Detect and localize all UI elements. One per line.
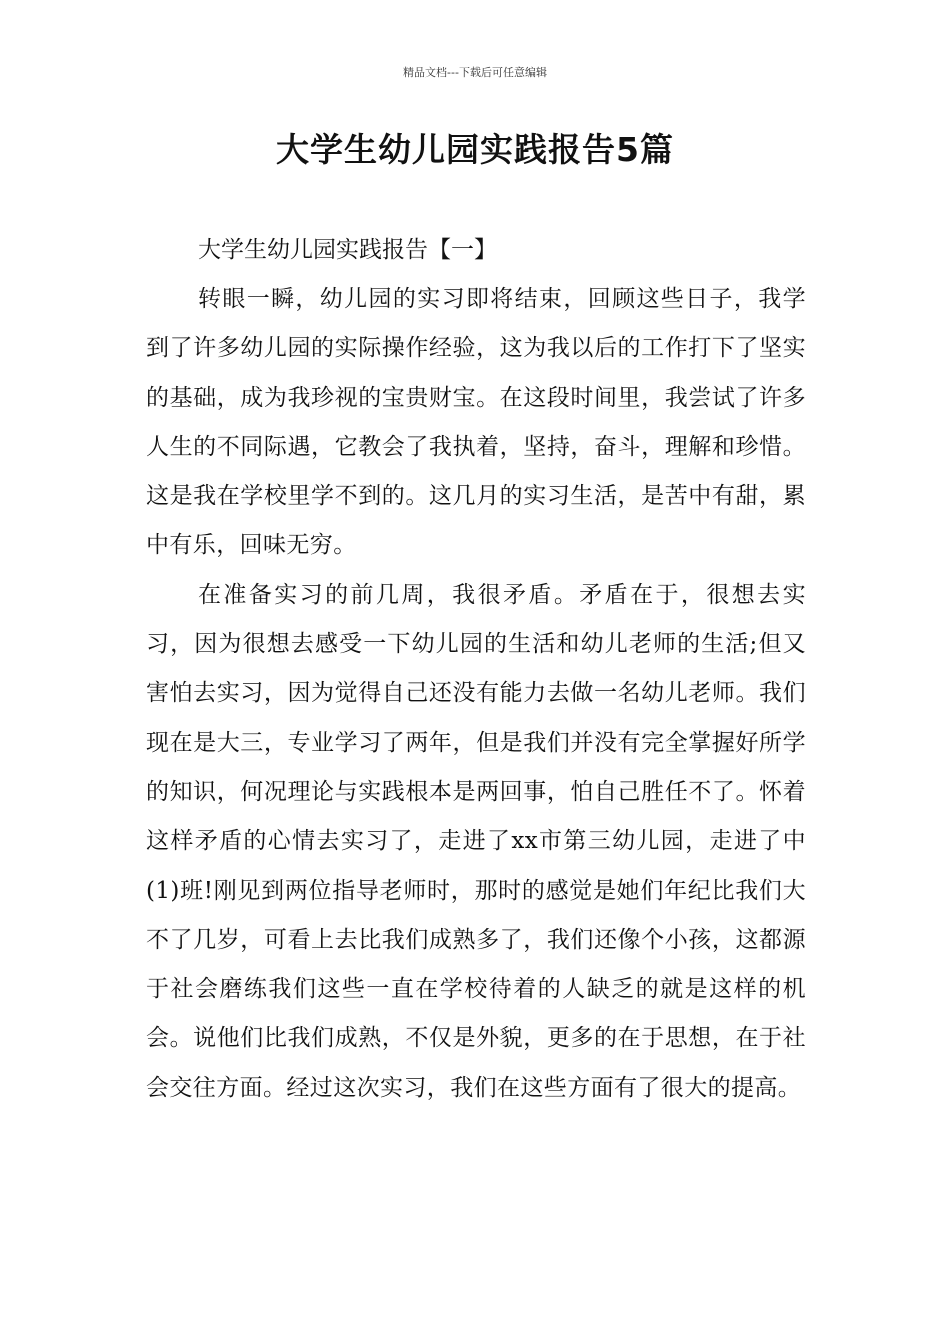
paragraph-2: 在准备实习的前几周，我很矛盾。矛盾在于，很想去实习，因为很想去感受一下幼儿园的生活和幼儿老师的生活;但又害怕去实习，因为觉得自己还没有能力去做一名幼儿老师。我们现在是大三，专业学习了两年，但是我们并没有完全掌握好所学的知识，何况理论与实践根本是两回事，怕自己胜任不了。怀着这样矛盾的心情去实习了，走进了xx市第三幼儿园，走进了中(1)班!刚见到两位指导老师时，那时的感觉是她们年纪比我们大不了几岁，可看上去比我们成熟多了，我们还像个小孩，这都源于社会磨练我们这些一直在学校待着的人缺乏的就是这样的机会。说他们比我们成熟，不仅是外貌，更多的在于思想，在于社会交往方面。经过这次实习，我们在这些方面有了很大的提高。 xyxy=(146,581,806,1101)
section-heading: 大学生幼儿园实践报告【一】 xyxy=(198,237,497,263)
header-note: 精品文档---下载后可任意编辑 xyxy=(403,66,547,79)
paragraph-1: 转眼一瞬，幼儿园的实习即将结束，回顾这些日子，我学到了许多幼儿园的实际操作经验，这为我以后的工作打下了坚实的基础，成为我珍视的宝贵财宝。在这段时间里，我尝试了许多人生的不同际遇，它教会了我执着，坚持，奋斗，理解和珍惜。这是我在学校里学不到的。这几月的实习生活，是苦中有甜，累中有乐，回味无穷。 xyxy=(146,286,806,559)
document-body xyxy=(146,226,806,1113)
document-title: 大学生幼儿园实践报告5篇 xyxy=(276,130,674,169)
